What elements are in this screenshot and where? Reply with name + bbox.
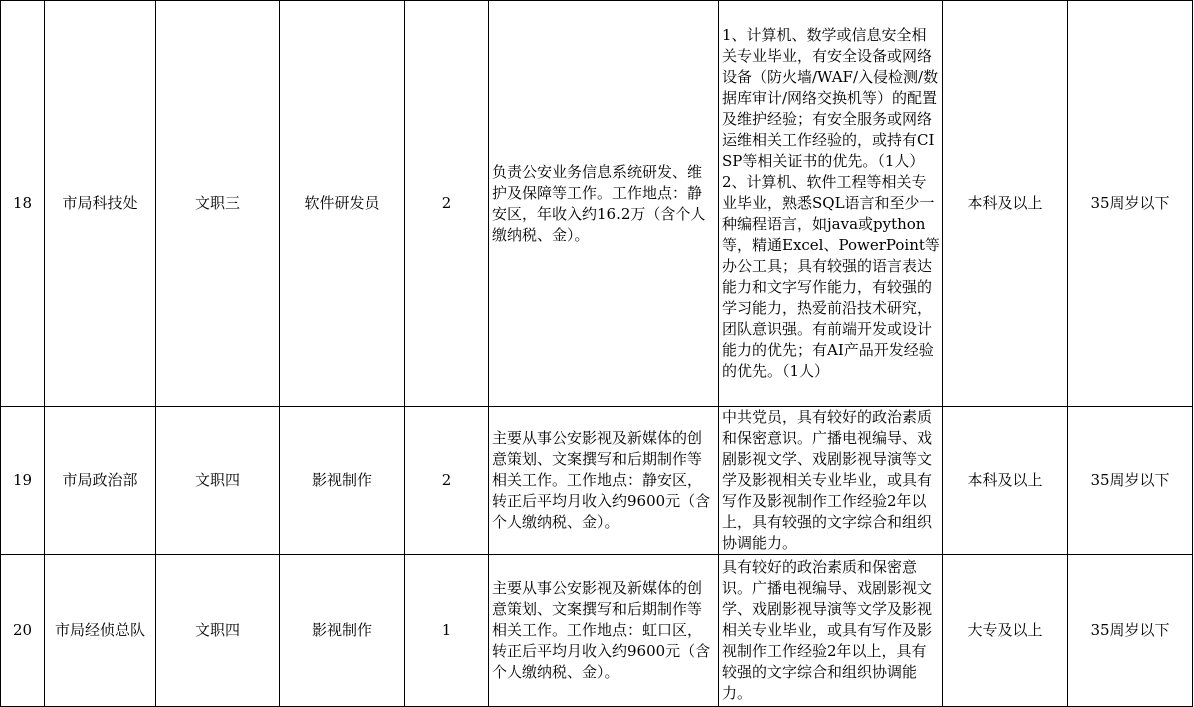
description-cell — [489, 1, 719, 407]
row-number: 18 — [1, 1, 45, 407]
unit-cell: 市局科技处 — [45, 1, 156, 407]
requirements-cell — [719, 555, 943, 707]
row-number: 19 — [1, 407, 45, 555]
description-cell — [489, 555, 719, 707]
requirements-text: 1、计算机、数学或信息安全相关专业毕业，有安全设备或网络设备（防火墙/WAF/入侵检测/数据库审计/网络交换机等）的配置及维护经验；有安全服务或网络运维相关工作经验的，或持有CISP等相关证书的优先。（1人） 2、计算机、软件工程等相关专业毕业，熟悉SQL语言和至少一种编程语言，如java或python等，精通Excel、PowerPoint等办公工具；具有较强的语言表达能力和文字写作能力，有较强的学习能力，热爱前沿技术研究，团队意识强。有前端开发或设计能力的优先；有AI产品开发经验的优先。（1人） — [722, 26, 940, 380]
education-cell: 本科及以上 — [943, 407, 1068, 555]
count-cell: 1 — [405, 555, 489, 707]
age-cell: 35周岁以下 — [1068, 407, 1193, 555]
description-text: 主要从事公安影视及新媒体的创意策划、文案撰写和后期制作等相关工作。工作地点：静安区，转正后平均月收入约9600元（含个人缴纳税、金）。 — [492, 429, 711, 531]
description-cell — [489, 407, 719, 555]
requirements-text: 具有较好的政治素质和保密意识。广播电视编导、戏剧影视文学、戏剧影视导演等文学及影视相关专业毕业，或具有写作及影视制作工作经验2年以上，具有较强的文字综合和组织协调能力。 — [722, 558, 933, 702]
count-cell: 2 — [405, 1, 489, 407]
requirements-text: 中共党员，具有较好的政治素质和保密意识。广播电视编导、戏剧影视文学、戏剧影视导演等文学及影视相关专业毕业，或具有写作及影视制作工作经验2年以上，具有较强的文字综合和组织协调能力。 — [722, 408, 933, 552]
position-cell: 影视制作 — [280, 407, 405, 555]
row-number: 20 — [1, 555, 45, 707]
rank-cell: 文职三 — [156, 1, 280, 407]
education-cell: 本科及以上 — [943, 1, 1068, 407]
table-row — [1, 1, 1193, 407]
age-cell: 35周岁以下 — [1068, 555, 1193, 707]
unit-cell: 市局经侦总队 — [45, 555, 156, 707]
description-text: 负责公安业务信息系统研发、维护及保障等工作。工作地点：静安区，年收入约16.2万（含个人缴纳税、金）。 — [492, 162, 706, 244]
count-cell: 2 — [405, 407, 489, 555]
education-cell: 大专及以上 — [943, 555, 1068, 707]
requirements-cell — [719, 1, 943, 407]
requirements-cell — [719, 407, 943, 555]
table-row — [1, 555, 1193, 707]
rank-cell: 文职四 — [156, 407, 280, 555]
position-cell: 软件研发员 — [280, 1, 405, 407]
unit-cell: 市局政治部 — [45, 407, 156, 555]
age-cell: 35周岁以下 — [1068, 1, 1193, 407]
position-cell: 影视制作 — [280, 555, 405, 707]
rank-cell: 文职四 — [156, 555, 280, 707]
description-text: 主要从事公安影视及新媒体的创意策划、文案撰写和后期制作等相关工作。工作地点：虹口区，转正后平均月收入约9600元（含个人缴纳税、金）。 — [492, 579, 711, 681]
table-row — [1, 407, 1193, 555]
